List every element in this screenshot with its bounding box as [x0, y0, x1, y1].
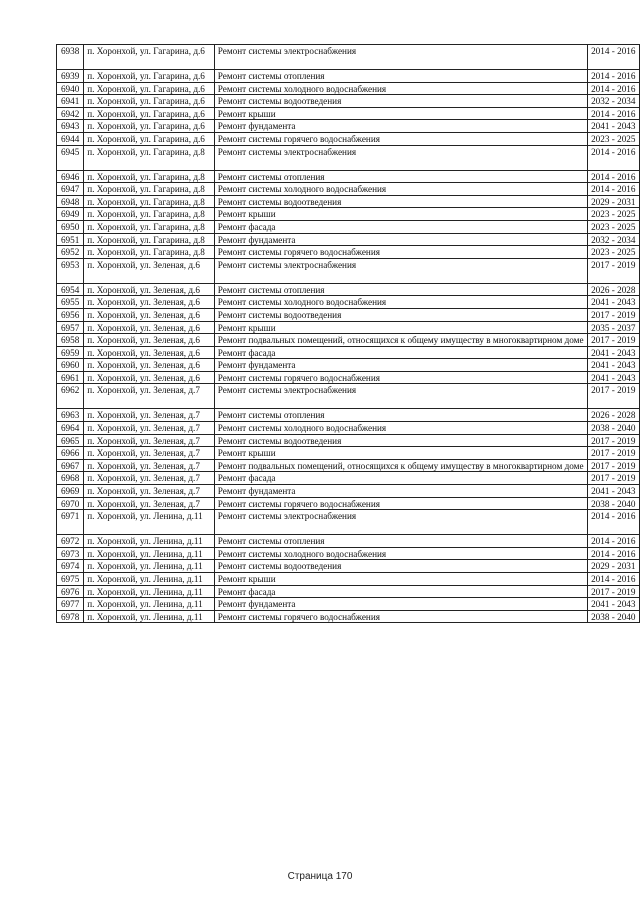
row-address: п. Хоронхой, ул. Гагарина, д.8: [84, 145, 215, 170]
table-row: [57, 547, 640, 560]
row-address: п. Хоронхой, ул. Зеленая, д.6: [84, 258, 215, 283]
row-work-type: Ремонт системы отопления: [214, 170, 587, 183]
row-number: 6962: [57, 384, 84, 409]
row-period: 2014 - 2016: [587, 183, 639, 196]
row-period: 2017 - 2019: [587, 447, 639, 460]
row-work-type: Ремонт системы водоотведения: [214, 434, 587, 447]
row-work-type: Ремонт системы отопления: [214, 535, 587, 548]
row-address: п. Хоронхой, ул. Гагарина, д.8: [84, 208, 215, 221]
row-work-type: Ремонт фундамента: [214, 359, 587, 372]
table-row: [57, 598, 640, 611]
row-work-type: Ремонт системы электроснабжения: [214, 258, 587, 283]
row-period: 2038 - 2040: [587, 610, 639, 623]
row-address: п. Хоронхой, ул. Ленина, д.11: [84, 535, 215, 548]
row-number: 6946: [57, 170, 84, 183]
row-work-type: Ремонт системы водоотведения: [214, 95, 587, 108]
row-period: 2017 - 2019: [587, 334, 639, 347]
row-work-type: Ремонт крыши: [214, 107, 587, 120]
row-number: 6949: [57, 208, 84, 221]
row-address: п. Хоронхой, ул. Ленина, д.11: [84, 585, 215, 598]
table-row: [57, 170, 640, 183]
row-number: 6947: [57, 183, 84, 196]
row-number: 6978: [57, 610, 84, 623]
row-address: п. Хоронхой, ул. Ленина, д.11: [84, 598, 215, 611]
table-row: [57, 560, 640, 573]
table-row: [57, 447, 640, 460]
row-number: 6940: [57, 82, 84, 95]
row-work-type: Ремонт крыши: [214, 208, 587, 221]
table-row: [57, 70, 640, 83]
row-address: п. Хоронхой, ул. Ленина, д.11: [84, 573, 215, 586]
row-address: п. Хоронхой, ул. Зеленая, д.7: [84, 472, 215, 485]
table-row: [57, 107, 640, 120]
row-address: п. Хоронхой, ул. Гагарина, д.6: [84, 120, 215, 133]
row-address: п. Хоронхой, ул. Зеленая, д.7: [84, 497, 215, 510]
row-work-type: Ремонт системы электроснабжения: [214, 510, 587, 535]
row-number: 6964: [57, 422, 84, 435]
row-address: п. Хоронхой, ул. Гагарина, д.8: [84, 183, 215, 196]
row-work-type: Ремонт системы электроснабжения: [214, 384, 587, 409]
row-period: 2038 - 2040: [587, 497, 639, 510]
row-work-type: Ремонт системы горячего водоснабжения: [214, 132, 587, 145]
row-address: п. Хоронхой, ул. Гагарина, д.6: [84, 95, 215, 108]
table-row: [57, 246, 640, 259]
row-number: 6950: [57, 220, 84, 233]
row-period: 2041 - 2043: [587, 485, 639, 498]
row-period: 2017 - 2019: [587, 434, 639, 447]
row-work-type: Ремонт системы отопления: [214, 283, 587, 296]
row-address: п. Хоронхой, ул. Зеленая, д.7: [84, 434, 215, 447]
row-period: 2038 - 2040: [587, 422, 639, 435]
row-number: 6953: [57, 258, 84, 283]
table-row: [57, 434, 640, 447]
row-period: 2014 - 2016: [587, 510, 639, 535]
table-row: [57, 359, 640, 372]
row-number: 6961: [57, 371, 84, 384]
row-number: 6956: [57, 308, 84, 321]
table-row: [57, 283, 640, 296]
row-address: п. Хоронхой, ул. Гагарина, д.6: [84, 82, 215, 95]
row-period: 2017 - 2019: [587, 585, 639, 598]
row-number: 6968: [57, 472, 84, 485]
row-period: 2023 - 2025: [587, 220, 639, 233]
table-row: [57, 296, 640, 309]
table-row: [57, 346, 640, 359]
row-address: п. Хоронхой, ул. Гагарина, д.6: [84, 107, 215, 120]
table-row: [57, 573, 640, 586]
page-number: Страница 170: [287, 871, 353, 882]
row-number: 6957: [57, 321, 84, 334]
table-row: [57, 497, 640, 510]
row-period: 2014 - 2016: [587, 82, 639, 95]
row-number: 6952: [57, 246, 84, 259]
row-address: п. Хоронхой, ул. Зеленая, д.6: [84, 359, 215, 372]
table-row: [57, 82, 640, 95]
row-number: 6954: [57, 283, 84, 296]
row-work-type: Ремонт системы электроснабжения: [214, 45, 587, 70]
table-row: [57, 371, 640, 384]
row-address: п. Хоронхой, ул. Зеленая, д.7: [84, 447, 215, 460]
row-work-type: Ремонт системы электроснабжения: [214, 145, 587, 170]
table-row: [57, 183, 640, 196]
table-row: [57, 258, 640, 283]
table-row: [57, 485, 640, 498]
row-work-type: Ремонт системы водоотведения: [214, 308, 587, 321]
table-row: [57, 95, 640, 108]
row-address: п. Хоронхой, ул. Зеленая, д.6: [84, 321, 215, 334]
row-address: п. Хоронхой, ул. Ленина, д.11: [84, 510, 215, 535]
row-address: п. Хоронхой, ул. Гагарина, д.6: [84, 70, 215, 83]
row-work-type: Ремонт крыши: [214, 447, 587, 460]
row-period: 2026 - 2028: [587, 283, 639, 296]
table-row: [57, 120, 640, 133]
row-address: п. Хоронхой, ул. Зеленая, д.7: [84, 409, 215, 422]
row-period: 2017 - 2019: [587, 384, 639, 409]
row-work-type: Ремонт системы холодного водоснабжения: [214, 296, 587, 309]
row-period: 2014 - 2016: [587, 535, 639, 548]
repair-schedule-table: [56, 44, 640, 623]
row-work-type: Ремонт фасада: [214, 220, 587, 233]
row-work-type: Ремонт фасада: [214, 472, 587, 485]
row-address: п. Хоронхой, ул. Гагарина, д.8: [84, 246, 215, 259]
table-row: [57, 459, 640, 472]
row-number: 6960: [57, 359, 84, 372]
table-row: [57, 145, 640, 170]
row-period: 2014 - 2016: [587, 547, 639, 560]
row-work-type: Ремонт системы холодного водоснабжения: [214, 422, 587, 435]
table-row: [57, 308, 640, 321]
row-number: 6959: [57, 346, 84, 359]
row-work-type: Ремонт фундамента: [214, 233, 587, 246]
row-period: 2041 - 2043: [587, 120, 639, 133]
row-work-type: Ремонт системы холодного водоснабжения: [214, 547, 587, 560]
row-address: п. Хоронхой, ул. Зеленая, д.6: [84, 371, 215, 384]
table-row: [57, 409, 640, 422]
table-row: [57, 195, 640, 208]
row-period: 2032 - 2034: [587, 95, 639, 108]
row-address: п. Хоронхой, ул. Гагарина, д.6: [84, 45, 215, 70]
row-period: 2041 - 2043: [587, 346, 639, 359]
row-period: 2029 - 2031: [587, 195, 639, 208]
row-period: 2014 - 2016: [587, 107, 639, 120]
row-number: 6951: [57, 233, 84, 246]
row-period: 2017 - 2019: [587, 308, 639, 321]
table-row: [57, 132, 640, 145]
row-address: п. Хоронхой, ул. Гагарина, д.8: [84, 170, 215, 183]
row-work-type: Ремонт фасада: [214, 346, 587, 359]
row-number: 6972: [57, 535, 84, 548]
row-number: 6948: [57, 195, 84, 208]
row-address: п. Хоронхой, ул. Ленина, д.11: [84, 610, 215, 623]
row-period: 2041 - 2043: [587, 598, 639, 611]
row-work-type: Ремонт системы отопления: [214, 409, 587, 422]
table-body: [57, 45, 640, 623]
row-address: п. Хоронхой, ул. Зеленая, д.7: [84, 485, 215, 498]
row-work-type: Ремонт системы холодного водоснабжения: [214, 82, 587, 95]
table-row: [57, 510, 640, 535]
row-number: 6943: [57, 120, 84, 133]
row-period: 2023 - 2025: [587, 246, 639, 259]
row-period: 2017 - 2019: [587, 459, 639, 472]
row-number: 6955: [57, 296, 84, 309]
table-row: [57, 585, 640, 598]
row-number: 6944: [57, 132, 84, 145]
row-number: 6967: [57, 459, 84, 472]
row-period: 2014 - 2016: [587, 170, 639, 183]
row-work-type: Ремонт системы водоотведения: [214, 560, 587, 573]
table-row: [57, 610, 640, 623]
row-period: 2023 - 2025: [587, 132, 639, 145]
row-address: п. Хоронхой, ул. Зеленая, д.6: [84, 283, 215, 296]
row-number: 6958: [57, 334, 84, 347]
row-work-type: Ремонт крыши: [214, 321, 587, 334]
row-number: 6939: [57, 70, 84, 83]
row-work-type: Ремонт системы водоотведения: [214, 195, 587, 208]
row-period: 2029 - 2031: [587, 560, 639, 573]
row-address: п. Хоронхой, ул. Зеленая, д.7: [84, 459, 215, 472]
row-period: 2032 - 2034: [587, 233, 639, 246]
row-period: 2017 - 2019: [587, 472, 639, 485]
row-work-type: Ремонт фундамента: [214, 598, 587, 611]
row-address: п. Хоронхой, ул. Зеленая, д.6: [84, 308, 215, 321]
row-number: 6971: [57, 510, 84, 535]
row-address: п. Хоронхой, ул. Ленина, д.11: [84, 547, 215, 560]
row-period: 2014 - 2016: [587, 573, 639, 586]
table-row: [57, 45, 640, 70]
table-row: [57, 208, 640, 221]
table-row: [57, 422, 640, 435]
row-period: 2017 - 2019: [587, 258, 639, 283]
row-address: п. Хоронхой, ул. Зеленая, д.6: [84, 334, 215, 347]
row-work-type: Ремонт системы горячего водоснабжения: [214, 497, 587, 510]
row-number: 6965: [57, 434, 84, 447]
row-number: 6970: [57, 497, 84, 510]
row-work-type: Ремонт подвальных помещений, относящихся к общему имуществу в многоквартирном доме: [214, 459, 587, 472]
table-row: [57, 334, 640, 347]
row-period: 2041 - 2043: [587, 359, 639, 372]
row-period: 2041 - 2043: [587, 371, 639, 384]
table-row: [57, 472, 640, 485]
row-address: п. Хоронхой, ул. Гагарина, д.8: [84, 195, 215, 208]
row-address: п. Хоронхой, ул. Гагарина, д.8: [84, 233, 215, 246]
row-number: 6973: [57, 547, 84, 560]
row-address: п. Хоронхой, ул. Гагарина, д.6: [84, 132, 215, 145]
table-row: [57, 220, 640, 233]
row-work-type: Ремонт фундамента: [214, 120, 587, 133]
row-number: 6963: [57, 409, 84, 422]
row-work-type: Ремонт крыши: [214, 573, 587, 586]
row-period: 2014 - 2016: [587, 145, 639, 170]
table-row: [57, 233, 640, 246]
row-period: 2035 - 2037: [587, 321, 639, 334]
row-address: п. Хоронхой, ул. Ленина, д.11: [84, 560, 215, 573]
row-number: 6976: [57, 585, 84, 598]
row-number: 6974: [57, 560, 84, 573]
row-work-type: Ремонт системы горячего водоснабжения: [214, 246, 587, 259]
row-work-type: Ремонт системы горячего водоснабжения: [214, 371, 587, 384]
row-work-type: Ремонт фундамента: [214, 485, 587, 498]
row-address: п. Хоронхой, ул. Зеленая, д.7: [84, 422, 215, 435]
row-work-type: Ремонт фасада: [214, 585, 587, 598]
row-address: п. Хоронхой, ул. Гагарина, д.8: [84, 220, 215, 233]
table-row: [57, 535, 640, 548]
row-number: 6975: [57, 573, 84, 586]
row-period: 2041 - 2043: [587, 296, 639, 309]
row-period: 2014 - 2016: [587, 45, 639, 70]
row-number: 6945: [57, 145, 84, 170]
row-number: 6941: [57, 95, 84, 108]
row-work-type: Ремонт системы горячего водоснабжения: [214, 610, 587, 623]
row-address: п. Хоронхой, ул. Зеленая, д.7: [84, 384, 215, 409]
row-period: 2026 - 2028: [587, 409, 639, 422]
table-row: [57, 321, 640, 334]
row-period: 2014 - 2016: [587, 70, 639, 83]
row-number: 6938: [57, 45, 84, 70]
table-row: [57, 384, 640, 409]
row-address: п. Хоронхой, ул. Зеленая, д.6: [84, 346, 215, 359]
row-number: 6942: [57, 107, 84, 120]
row-work-type: Ремонт системы холодного водоснабжения: [214, 183, 587, 196]
row-work-type: Ремонт системы отопления: [214, 70, 587, 83]
row-number: 6966: [57, 447, 84, 460]
row-number: 6977: [57, 598, 84, 611]
row-work-type: Ремонт подвальных помещений, относящихся к общему имуществу в многоквартирном доме: [214, 334, 587, 347]
row-period: 2023 - 2025: [587, 208, 639, 221]
row-number: 6969: [57, 485, 84, 498]
row-address: п. Хоронхой, ул. Зеленая, д.6: [84, 296, 215, 309]
